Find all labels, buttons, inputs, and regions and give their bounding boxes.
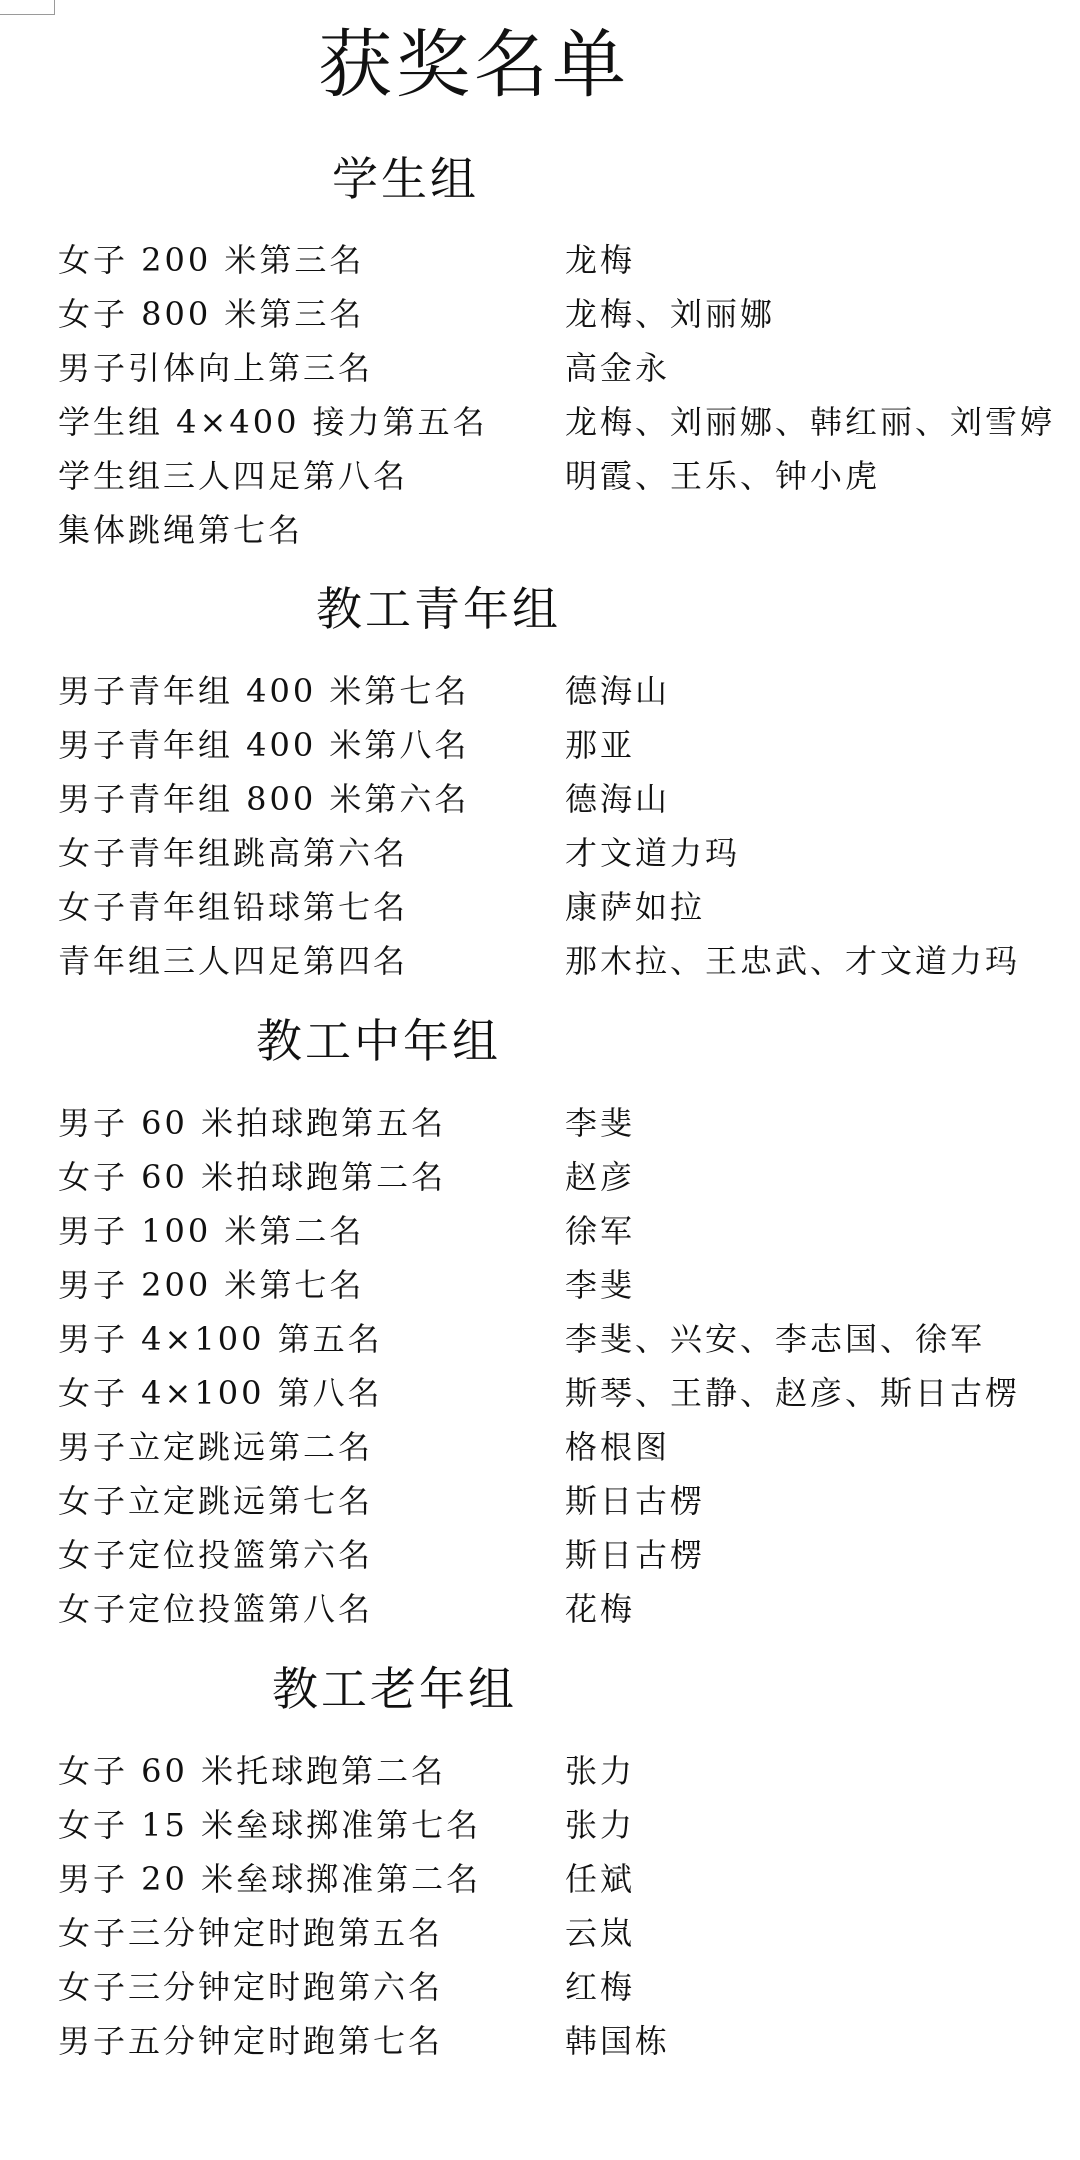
award-row xyxy=(0,1096,1080,1150)
award-row xyxy=(0,718,1080,772)
award-winners: 才文道力玛 xyxy=(565,834,741,872)
award-row xyxy=(0,1528,1080,1582)
award-event: 男子引体向上第三名 xyxy=(58,349,374,387)
award-event: 男子 20 米垒球掷准第二名 xyxy=(58,1860,482,1898)
award-list xyxy=(0,233,1080,557)
award-event: 女子三分钟定时跑第六名 xyxy=(58,1968,444,2006)
award-row xyxy=(0,826,1080,880)
award-event: 男子五分钟定时跑第七名 xyxy=(58,2022,444,2060)
award-event: 女子青年组铅球第七名 xyxy=(58,888,409,926)
award-row xyxy=(0,1474,1080,1528)
award-row xyxy=(0,934,1080,988)
award-row xyxy=(0,287,1080,341)
award-event: 集体跳绳第七名 xyxy=(58,511,304,549)
award-winners: 那亚 xyxy=(565,726,636,764)
award-row xyxy=(0,2014,1080,2068)
award-row xyxy=(0,449,1080,503)
award-winners: 德海山 xyxy=(565,672,671,710)
award-event: 女子 4×100 第八名 xyxy=(58,1374,383,1412)
award-winners: 龙梅、刘丽娜、韩红丽、刘雪婷 xyxy=(565,403,1056,441)
award-winners: 斯琴、王静、赵彦、斯日古楞 xyxy=(565,1374,1021,1412)
award-winners: 韩国栋 xyxy=(565,2022,671,2060)
award-row xyxy=(0,1420,1080,1474)
award-winners: 龙梅 xyxy=(565,241,636,279)
award-row xyxy=(0,233,1080,287)
award-row xyxy=(0,1204,1080,1258)
award-row xyxy=(0,772,1080,826)
award-row xyxy=(0,1582,1080,1636)
award-winners: 那木拉、王忠武、才文道力玛 xyxy=(565,942,1021,980)
award-event: 女子立定跳远第七名 xyxy=(58,1482,374,1520)
award-event: 男子立定跳远第二名 xyxy=(58,1428,374,1466)
section-title: 教工青年组 xyxy=(316,582,561,636)
award-row xyxy=(0,664,1080,718)
award-event: 女子 60 米托球跑第二名 xyxy=(58,1752,447,1790)
award-winners: 高金永 xyxy=(565,349,671,387)
award-event: 女子 60 米拍球跑第二名 xyxy=(58,1158,447,1196)
award-event: 女子青年组跳高第六名 xyxy=(58,834,409,872)
award-event: 男子 60 米拍球跑第五名 xyxy=(58,1104,447,1142)
award-winners: 龙梅、刘丽娜 xyxy=(565,295,776,333)
award-winners: 李斐 xyxy=(565,1266,636,1304)
award-row xyxy=(0,880,1080,934)
award-row xyxy=(0,1744,1080,1798)
section-title: 教工中年组 xyxy=(256,1014,501,1068)
award-list xyxy=(0,1744,1080,2068)
award-event: 学生组 4×400 接力第五名 xyxy=(58,403,488,441)
award-event: 男子 4×100 第五名 xyxy=(58,1320,383,1358)
award-winners: 张力 xyxy=(565,1752,636,1790)
award-event: 男子青年组 800 米第六名 xyxy=(58,780,470,818)
page-corner-marker xyxy=(0,0,55,15)
award-row xyxy=(0,1798,1080,1852)
award-row xyxy=(0,1852,1080,1906)
award-row xyxy=(0,341,1080,395)
award-row xyxy=(0,395,1080,449)
award-winners: 康萨如拉 xyxy=(565,888,706,926)
award-row xyxy=(0,503,1080,557)
award-event: 男子青年组 400 米第八名 xyxy=(58,726,470,764)
award-winners: 格根图 xyxy=(565,1428,671,1466)
award-event: 女子定位投篮第八名 xyxy=(58,1590,374,1628)
section-title: 学生组 xyxy=(332,152,479,206)
award-winners: 德海山 xyxy=(565,780,671,818)
award-winners: 李斐、兴安、李志国、徐军 xyxy=(565,1320,986,1358)
award-row xyxy=(0,1258,1080,1312)
section-title: 教工老年组 xyxy=(272,1662,517,1716)
award-event: 女子 200 米第三名 xyxy=(58,241,365,279)
award-event: 男子青年组 400 米第七名 xyxy=(58,672,470,710)
award-winners: 明霞、王乐、钟小虎 xyxy=(565,457,881,495)
award-winners: 云岚 xyxy=(565,1914,636,1952)
award-event: 男子 200 米第七名 xyxy=(58,1266,365,1304)
award-event: 青年组三人四足第四名 xyxy=(58,942,409,980)
award-row xyxy=(0,1960,1080,2014)
award-list xyxy=(0,664,1080,988)
award-row xyxy=(0,1150,1080,1204)
award-event: 女子 800 米第三名 xyxy=(58,295,365,333)
award-winners: 赵彦 xyxy=(565,1158,636,1196)
document-title: 获奖名单 xyxy=(318,22,630,108)
award-winners: 斯日古楞 xyxy=(565,1482,706,1520)
award-winners: 花梅 xyxy=(565,1590,636,1628)
award-list xyxy=(0,1096,1080,1636)
award-row xyxy=(0,1366,1080,1420)
award-event: 女子 15 米垒球掷准第七名 xyxy=(58,1806,482,1844)
award-event: 女子三分钟定时跑第五名 xyxy=(58,1914,444,1952)
award-winners: 斯日古楞 xyxy=(565,1536,706,1574)
award-event: 男子 100 米第二名 xyxy=(58,1212,365,1250)
award-winners: 徐军 xyxy=(565,1212,636,1250)
award-row xyxy=(0,1906,1080,1960)
award-winners: 张力 xyxy=(565,1806,636,1844)
award-winners: 任斌 xyxy=(565,1860,636,1898)
award-row xyxy=(0,1312,1080,1366)
award-event: 学生组三人四足第八名 xyxy=(58,457,409,495)
award-event: 女子定位投篮第六名 xyxy=(58,1536,374,1574)
award-winners: 红梅 xyxy=(565,1968,636,2006)
award-winners: 李斐 xyxy=(565,1104,636,1142)
